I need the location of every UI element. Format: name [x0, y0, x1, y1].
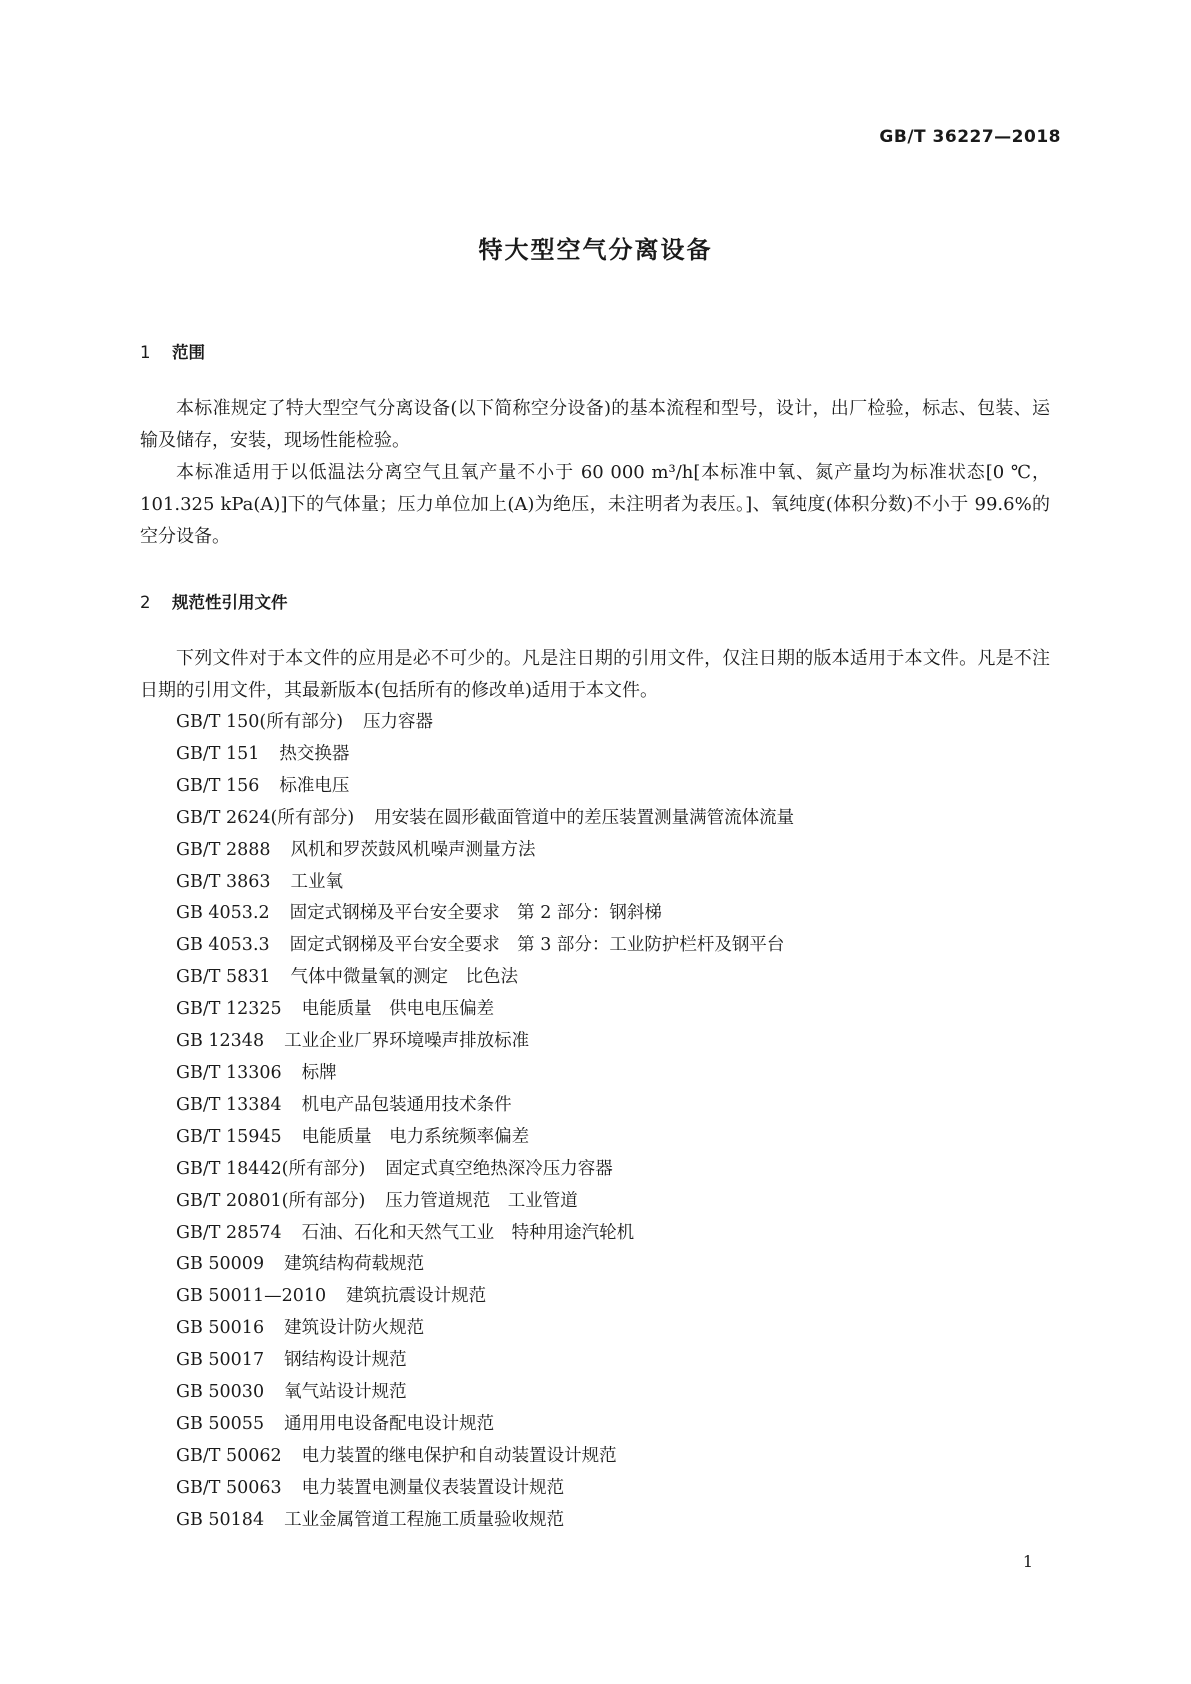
section-heading-normative-references [140, 589, 288, 613]
reference-code: GB 50016 [176, 1318, 265, 1339]
reference-code: GB 12348 [176, 1031, 265, 1052]
reference-title: 建筑抗震设计规范 [346, 1286, 487, 1307]
reference-code: GB 50055 [176, 1413, 265, 1434]
reference-item [176, 1090, 794, 1122]
reference-title: 压力容器 [363, 712, 434, 732]
reference-code: GB/T 156 [176, 775, 260, 796]
standard-code: GB/T 36227—2018 [879, 127, 1061, 147]
reference-item [176, 994, 794, 1026]
reference-item [176, 1313, 794, 1345]
reference-title: 电力装置电测量仪表装置设计规范 [301, 1477, 565, 1498]
reference-title: 热交换器 [279, 743, 350, 764]
reference-code: GB/T 150(所有部分) [176, 712, 344, 732]
reference-title: 压力管道规范 工业管道 [385, 1190, 578, 1211]
reference-item [176, 962, 794, 994]
reference-code: GB 50184 [176, 1509, 265, 1530]
reference-item [176, 898, 794, 930]
reference-item [176, 803, 794, 835]
reference-code: GB/T 151 [176, 743, 260, 764]
reference-item [176, 771, 794, 803]
reference-code: GB/T 20801(所有部分) [176, 1190, 366, 1211]
reference-code: GB 4053.2 [176, 903, 270, 924]
reference-item [176, 835, 794, 867]
scope-paragraph-1: 本标准规定了特大型空气分离设备(以下简称空分设备)的基本流程和型号，设计，出厂检验，标志、包装、运输及储存，安装，现场性能检验。 [140, 398, 1050, 451]
reference-item [176, 1122, 794, 1154]
reference-title: 标牌 [301, 1062, 337, 1083]
reference-item [176, 1377, 794, 1409]
reference-title: 建筑设计防火规范 [284, 1318, 425, 1339]
reference-code: GB/T 15945 [176, 1126, 282, 1147]
page-number: 1 [1022, 1552, 1033, 1571]
reference-code: GB/T 50062 [176, 1445, 282, 1466]
reference-item [176, 739, 794, 771]
reference-code: GB/T 2888 [176, 839, 271, 860]
section-title: 规范性引用文件 [172, 593, 288, 612]
reference-item [176, 930, 794, 962]
reference-item [176, 1026, 794, 1058]
reference-code: GB 50030 [176, 1382, 265, 1403]
reference-code: GB/T 13384 [176, 1094, 282, 1115]
reference-title: 通用用电设备配电设计规范 [284, 1413, 495, 1434]
reference-title: 固定式钢梯及平台安全要求 第 3 部分：工业防护栏杆及钢平台 [289, 935, 785, 956]
reference-item [176, 1154, 794, 1186]
reference-code: GB/T 28574 [176, 1222, 282, 1243]
reference-code: GB 50017 [176, 1350, 265, 1371]
reference-code: GB/T 13306 [176, 1062, 282, 1083]
reference-code: GB 50011—2010 [176, 1286, 327, 1307]
reference-title: 氧气站设计规范 [284, 1382, 407, 1403]
reference-item [176, 1249, 794, 1281]
reference-item [176, 707, 794, 739]
reference-item [176, 1186, 794, 1218]
reference-title: 钢结构设计规范 [284, 1350, 407, 1371]
reference-code: GB/T 18442(所有部分) [176, 1158, 366, 1179]
section-number: 1 [140, 343, 151, 362]
document-title: 特大型空气分离设备 [478, 236, 713, 264]
reference-code: GB 4053.3 [176, 935, 270, 956]
reference-title: 固定式钢梯及平台安全要求 第 2 部分：钢斜梯 [289, 903, 662, 924]
reference-item [176, 1409, 794, 1441]
reference-list [176, 707, 794, 1537]
reference-title: 建筑结构荷载规范 [284, 1254, 425, 1275]
reference-code: GB/T 12325 [176, 999, 282, 1020]
reference-item [176, 867, 794, 899]
reference-item [176, 1473, 794, 1505]
reference-item [176, 1281, 794, 1313]
reference-title: 用安装在圆形截面管道中的差压装置测量满管流体流量 [374, 807, 795, 828]
reference-code: GB 50009 [176, 1254, 265, 1275]
references-intro-paragraph: 下列文件对于本文件的应用是必不可少的。凡是注日期的引用文件，仅注日期的版本适用于本文件。凡是不注日期的引用文件，其最新版本(包括所有的修改单)适用于本文件。 [140, 648, 1050, 701]
reference-title: 工业氧 [290, 871, 344, 892]
reference-title: 石油、石化和天然气工业 特种用途汽轮机 [301, 1222, 635, 1243]
reference-title: 工业企业厂界环境噪声排放标准 [284, 1031, 530, 1052]
section-heading-scope [140, 339, 205, 363]
reference-title: 固定式真空绝热深冷压力容器 [385, 1158, 613, 1179]
reference-code: GB/T 5831 [176, 967, 271, 988]
reference-title: 风机和罗茨鼓风机噪声测量方法 [290, 839, 536, 860]
section-title: 范围 [172, 343, 205, 362]
reference-item [176, 1218, 794, 1250]
reference-item [176, 1345, 794, 1377]
reference-item [176, 1058, 794, 1090]
section-number: 2 [140, 593, 151, 612]
reference-title: 机电产品包装通用技术条件 [301, 1094, 512, 1115]
reference-title: 电力装置的继电保护和自动装置设计规范 [301, 1445, 617, 1466]
reference-title: 标准电压 [279, 775, 350, 796]
reference-code: GB/T 50063 [176, 1477, 282, 1498]
reference-code: GB/T 3863 [176, 871, 271, 892]
reference-title: 工业金属管道工程施工质量验收规范 [284, 1509, 565, 1530]
reference-title: 气体中微量氧的测定 比色法 [290, 967, 519, 988]
reference-item [176, 1505, 794, 1537]
reference-title: 电能质量 供电电压偏差 [301, 999, 495, 1020]
reference-item [176, 1441, 794, 1473]
reference-code: GB/T 2624(所有部分) [176, 807, 355, 828]
reference-title: 电能质量 电力系统频率偏差 [301, 1126, 530, 1147]
scope-paragraph-2: 本标准适用于以低温法分离空气且氧产量不小于 60 000 m³/h[本标准中氧、氮产量均为标准状态[0 ℃，101.325 kPa(A)]下的气体量；压力单位加上(A)为绝压，未注明者为表压。]、氧纯度(体积分数)不小于 99.6%的空分设备。 [140, 462, 1050, 547]
